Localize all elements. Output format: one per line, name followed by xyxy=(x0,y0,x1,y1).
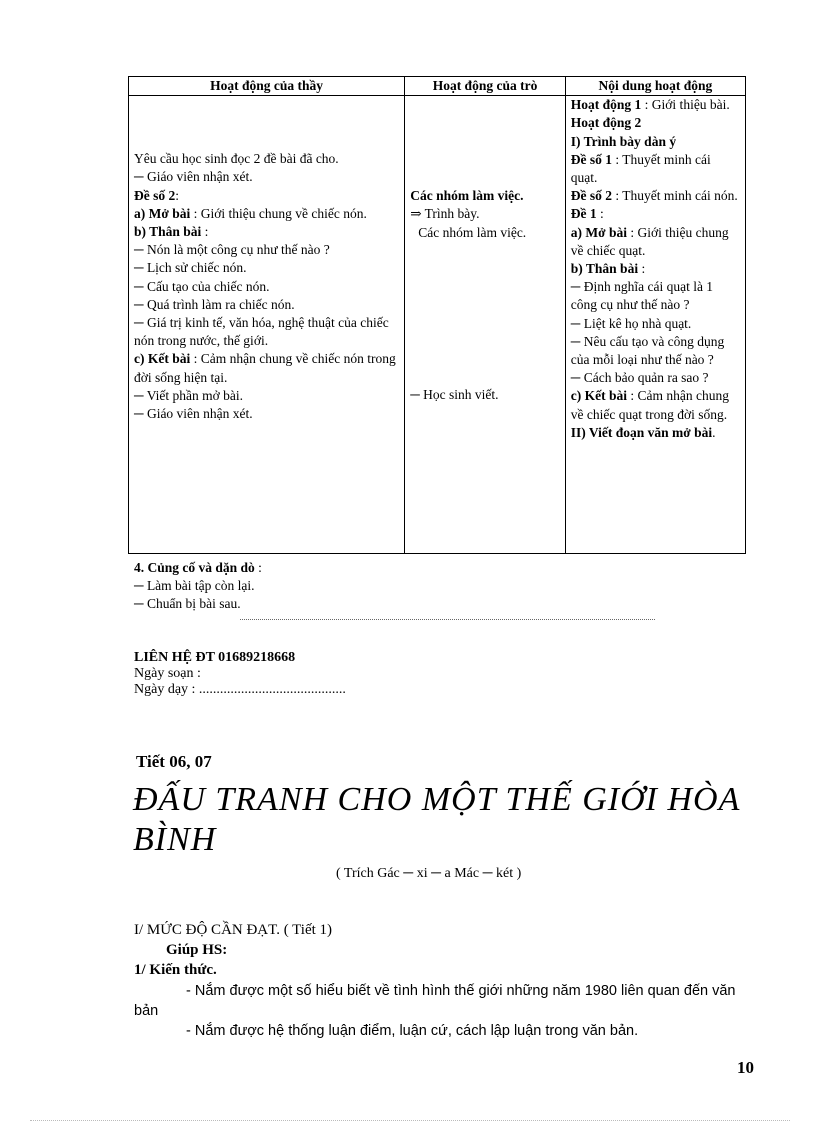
teacher-mo-bai-label: a) Mở bài xyxy=(134,205,191,221)
teacher-cell: Yêu cầu học sinh đọc 2 đề bài đã cho. ─ Giáo viên nhận xét. Đề số 2: a) Mở bài : Giới thiệu chung về chiếc nón. b) Thân bài : ─ Nón là một công cụ như thế nào ? ─ Lịch sử chiếc nón. ─ Cấu tạo của chiếc nón. ─ Quá trình làm ra chiếc nón. ─ Giá trị kinh tế, văn hóa, nghệ thuật của chiếc nón trong nước, thế giới. c) Kết bài : Cảm nhận chung về chiếc nón trong đời sống hiện tại. ─ Viết phần mở bài. ─ Giáo viên nhận xét. xyxy=(129,96,405,554)
content-item: ─ Liệt kê họ nhà quạt. xyxy=(570,315,692,331)
lesson-source: ( Trích Gác ─ xi ─ a Mác ─ két ) xyxy=(336,866,522,881)
knowledge-item-text: - Nắm được một số hiểu biết về tình hình thế giới những năm 1980 liên quan đến văn bản xyxy=(134,983,736,1019)
teacher-item: ─ Nón là một công cụ như thế nào ? xyxy=(134,242,330,258)
student-cell xyxy=(405,96,566,554)
student-group-work: Các nhóm làm việc. xyxy=(410,188,524,204)
content-mo-bai-text: : Giới thiệu chung về chiếc quạt. xyxy=(570,224,729,258)
objectives-section xyxy=(134,920,332,980)
teacher-than-bai-label: b) Thân bài xyxy=(134,224,202,240)
teacher-after-item: ─ Giáo viên nhận xét. xyxy=(134,406,253,422)
content-de1-label: Đề số 1 xyxy=(570,151,613,167)
content-item: ─ Nêu cấu tạo và công dụng của mỗi loại như thế nào ? xyxy=(570,333,725,368)
content-de2-label: Đề số 2 xyxy=(570,188,613,204)
teacher-item: ─ Lịch sử chiếc nón. xyxy=(134,260,247,276)
knowledge-list xyxy=(134,981,744,1041)
divider xyxy=(240,619,655,620)
content-ket-bai-label: c) Kết bài xyxy=(570,388,628,404)
teacher-line: ─ Giáo viên nhận xét. xyxy=(134,169,253,185)
content-write-label: II) Viết đoạn văn mở bài xyxy=(570,424,713,440)
content-de-1-colon: : xyxy=(596,206,604,222)
contact-phone: LIÊN HỆ ĐT 01689218668 xyxy=(134,650,296,665)
page-number: 10 xyxy=(737,1058,754,1077)
content-item: ─ Cách bảo quản ra sao ? xyxy=(570,370,709,386)
student-write: ─ Học sinh viết. xyxy=(410,386,499,402)
content-outline-label: I) Trình bày dàn ý xyxy=(570,133,677,149)
lesson-table xyxy=(128,76,746,554)
header-content: Nội dung hoạt động xyxy=(565,77,745,96)
student-present: ⇒ Trình bày. xyxy=(410,206,480,222)
content-de-1: Đề 1 xyxy=(570,206,597,222)
teacher-than-bai-text: : xyxy=(201,224,209,240)
teacher-item: ─ Giá trị kinh tế, văn hóa, nghệ thuật của chiếc nón trong nước, thế giới. xyxy=(134,315,389,349)
content-hd1-label: Hoạt động 1 xyxy=(570,97,642,113)
content-de1-text: : Thuyết minh cái quạt. xyxy=(570,151,711,186)
content-than-bai-text: : xyxy=(638,261,646,277)
teacher-line: Yêu cầu học sinh đọc 2 đề bài đã cho. xyxy=(134,151,339,167)
header-teacher: Hoạt động của thầy xyxy=(129,77,405,96)
teacher-item: ─ Quá trình làm ra chiếc nón. xyxy=(134,296,295,312)
teacher-ket-bai-label: c) Kết bài xyxy=(134,351,191,367)
lesson-title: ĐẤU TRANH CHO MỘT THẾ GIỚI HÒA BÌNH xyxy=(133,781,740,858)
knowledge-item xyxy=(134,1021,744,1041)
consolidation-item: ─ Làm bài tập còn lại. xyxy=(134,578,255,593)
content-hd2-label: Hoạt động 2 xyxy=(570,115,642,131)
teacher-ket-bai-text: : Cảm nhận chung về chiếc nón trong đời sống hiện tại. xyxy=(134,351,396,385)
contact-block xyxy=(134,650,346,698)
content-write-end: . xyxy=(712,424,716,440)
consolidation-title: 4. Củng cố và dặn dò xyxy=(134,560,255,575)
consolidation-title-colon: : xyxy=(254,560,262,575)
teacher-de-so-2: Đề số 2 xyxy=(134,187,176,203)
header-student: Hoạt động của trò xyxy=(405,77,566,96)
lesson-period: Tiết 06, 07 xyxy=(136,752,212,771)
content-de2-text: : Thuyết minh cái nón. xyxy=(612,188,738,204)
section-heading: I/ MỨC ĐỘ CẦN ĐẠT. ( Tiết 1) xyxy=(134,922,333,938)
content-hd1-text: : Giới thiệu bài. xyxy=(641,97,730,113)
teach-date: Ngày dạy : .......................................... xyxy=(134,682,346,697)
knowledge-item xyxy=(134,981,744,1021)
content-cell xyxy=(565,96,745,554)
knowledge-item-text: - Nắm được hệ thống luận điểm, luận cứ, cách lập luận trong văn bản. xyxy=(186,1023,639,1039)
teacher-mo-bai-text: : Giới thiệu chung về chiếc nón. xyxy=(190,205,367,221)
page-bottom-border xyxy=(30,1120,790,1121)
content-mo-bai-label: a) Mở bài xyxy=(570,224,628,240)
prep-date: Ngày soạn : xyxy=(134,666,201,681)
knowledge-heading: 1/ Kiến thức. xyxy=(134,962,217,978)
consolidation-item: ─ Chuẩn bị bài sau. xyxy=(134,596,241,611)
content-than-bai-label: b) Thân bài xyxy=(570,261,639,277)
content-ket-bai-text: : Cảm nhận chung về chiếc quạt trong đời sống. xyxy=(570,388,730,422)
consolidation-section xyxy=(134,559,262,613)
content-item: ─ Định nghĩa cái quạt là 1 công cụ như thế nào ? xyxy=(570,279,714,313)
help-label: Giúp HS: xyxy=(166,942,228,958)
teacher-item: ─ Cấu tạo của chiếc nón. xyxy=(134,278,270,294)
teacher-after-item: ─ Viết phần mở bài. xyxy=(134,387,244,403)
student-groups: Các nhóm làm việc. xyxy=(418,224,527,240)
